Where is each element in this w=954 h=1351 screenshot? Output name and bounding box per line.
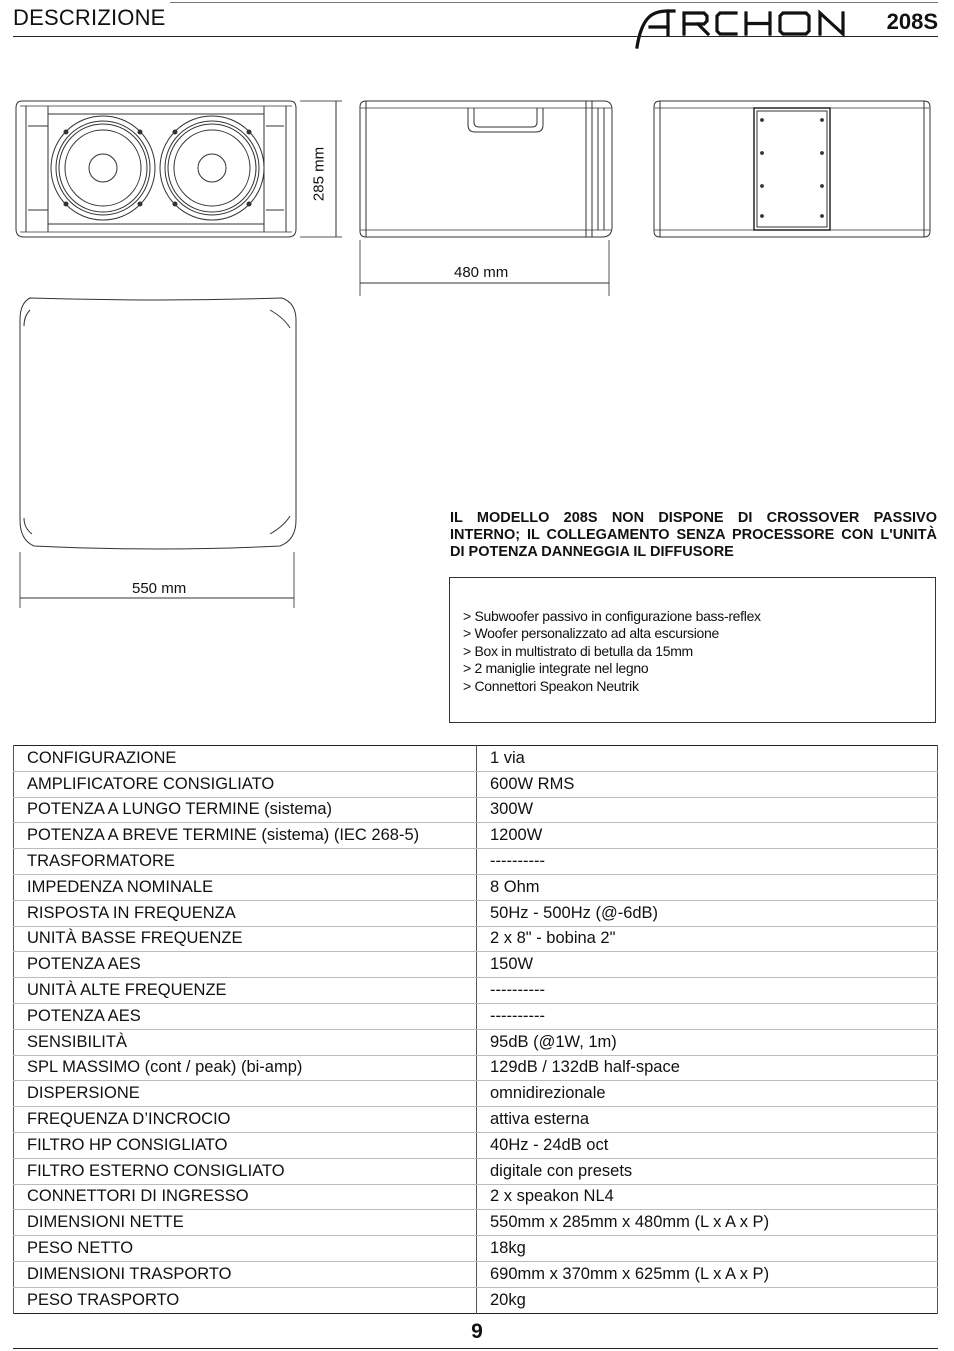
spec-value: 600W RMS xyxy=(477,771,938,797)
spec-label: SENSIBILITÀ xyxy=(14,1029,477,1055)
spec-label: RISPOSTA IN FREQUENZA xyxy=(14,900,477,926)
table-row xyxy=(14,1081,938,1107)
depth-dimension-label: 480 mm xyxy=(454,264,509,281)
spec-value: 150W xyxy=(477,952,938,978)
table-row xyxy=(14,978,938,1004)
side-view-drawing xyxy=(360,101,612,237)
spec-value: 50Hz - 500Hz (@-6dB) xyxy=(477,900,938,926)
model-name: 208S xyxy=(886,9,938,34)
table-row xyxy=(14,1184,938,1210)
spec-value: 550mm x 285mm x 480mm (L x A x P) xyxy=(477,1210,938,1236)
spec-value: 690mm x 370mm x 625mm (L x A x P) xyxy=(477,1261,938,1287)
spec-label: SPL MASSIMO (cont / peak) (bi-amp) xyxy=(14,1055,477,1081)
spec-value: 18kg xyxy=(477,1236,938,1262)
woofer-right xyxy=(160,116,264,220)
spec-label: CONNETTORI DI INGRESSO xyxy=(14,1184,477,1210)
spec-value: ---------- xyxy=(477,849,938,875)
footer-rule xyxy=(13,1348,938,1349)
spec-value: omnidirezionale xyxy=(477,1081,938,1107)
spec-label: POTENZA AES xyxy=(14,1003,477,1029)
table-row xyxy=(14,952,938,978)
table-row xyxy=(14,1029,938,1055)
spec-label: FILTRO ESTERNO CONSIGLIATO xyxy=(14,1158,477,1184)
spec-label: DIMENSIONI NETTE xyxy=(14,1210,477,1236)
spec-label: FILTRO HP CONSIGLIATO xyxy=(14,1132,477,1158)
spec-value: 300W xyxy=(477,797,938,823)
feature-item: > Connettori Speakon Neutrik xyxy=(463,677,639,694)
spec-label: UNITÀ BASSE FREQUENZE xyxy=(14,926,477,952)
table-row xyxy=(14,1158,938,1184)
spec-label: POTENZA AES xyxy=(14,952,477,978)
spec-label: CONFIGURAZIONE xyxy=(14,746,477,772)
table-row xyxy=(14,874,938,900)
table-row xyxy=(14,1210,938,1236)
table-row xyxy=(14,1132,938,1158)
table-row xyxy=(14,1107,938,1133)
table-row xyxy=(14,1287,938,1313)
spec-label: PESO TRASPORTO xyxy=(14,1287,477,1313)
spec-label: DIMENSIONI TRASPORTO xyxy=(14,1261,477,1287)
spec-label: POTENZA A BREVE TERMINE (sistema) (IEC 268-5) xyxy=(14,823,477,849)
features-list xyxy=(450,578,935,695)
spec-value: attiva esterna xyxy=(477,1107,938,1133)
spec-label: FREQUENZA D’INCROCIO xyxy=(14,1107,477,1133)
table-row xyxy=(14,1236,938,1262)
table-row xyxy=(14,823,938,849)
spec-value: 129dB / 132dB half-space xyxy=(477,1055,938,1081)
rear-view-drawing xyxy=(654,101,930,237)
spec-label: UNITÀ ALTE FREQUENZE xyxy=(14,978,477,1004)
table-row xyxy=(14,900,938,926)
feature-item: > Subwoofer passivo in configurazione bass-reflex xyxy=(463,608,761,624)
spec-value: ---------- xyxy=(477,978,938,1004)
spec-value: digitale con presets xyxy=(477,1158,938,1184)
table-row xyxy=(14,746,938,772)
spec-label: POTENZA A LUNGO TERMINE (sistema) xyxy=(14,797,477,823)
spec-label: AMPLIFICATORE CONSIGLIATO xyxy=(14,771,477,797)
spec-value: 2 x speakon NL4 xyxy=(477,1184,938,1210)
spec-value: 1200W xyxy=(477,823,938,849)
spec-label: TRASFORMATORE xyxy=(14,849,477,875)
width-dimension-label: 550 mm xyxy=(132,580,187,597)
table-row xyxy=(14,1261,938,1287)
table-row xyxy=(14,1003,938,1029)
spec-label: IMPEDENZA NOMINALE xyxy=(14,874,477,900)
spec-value: 2 x 8" - bobina 2" xyxy=(477,926,938,952)
feature-item: > Woofer personalizzato ad alta escursione xyxy=(463,625,720,642)
feature-item: > 2 maniglie integrate nel legno xyxy=(463,660,649,677)
height-dimension-label: 285 mm xyxy=(310,146,328,202)
table-row xyxy=(14,771,938,797)
front-view-drawing xyxy=(16,101,296,237)
specifications-table xyxy=(13,745,938,1314)
table-row xyxy=(14,926,938,952)
page-title: DESCRIZIONE xyxy=(13,5,166,30)
spec-value: 1 via xyxy=(477,746,938,772)
table-row xyxy=(14,797,938,823)
spec-label: PESO NETTO xyxy=(14,1236,477,1262)
table-row xyxy=(14,1055,938,1081)
warning-notice: IL MODELLO 208S NON DISPONE DI CROSSOVER PASSIVO INTERNO; IL COLLEGAMENTO SENZA PROCESSORE CON L'UNITÀ DI POTENZA DANNEGGIA IL DIFFUSORE xyxy=(450,510,937,560)
spec-value: ---------- xyxy=(477,1003,938,1029)
table-row xyxy=(14,849,938,875)
spec-label: DISPERSIONE xyxy=(14,1081,477,1107)
features-box xyxy=(449,577,936,723)
page-number: 9 xyxy=(471,1320,483,1343)
woofer-left xyxy=(51,116,155,220)
spec-value: 20kg xyxy=(477,1287,938,1313)
spec-value: 40Hz - 24dB oct xyxy=(477,1132,938,1158)
spec-value: 8 Ohm xyxy=(477,874,938,900)
feature-item: > Box in multistrato di betulla da 15mm xyxy=(463,642,693,659)
top-view-drawing xyxy=(20,298,296,549)
spec-value: 95dB (@1W, 1m) xyxy=(477,1029,938,1055)
